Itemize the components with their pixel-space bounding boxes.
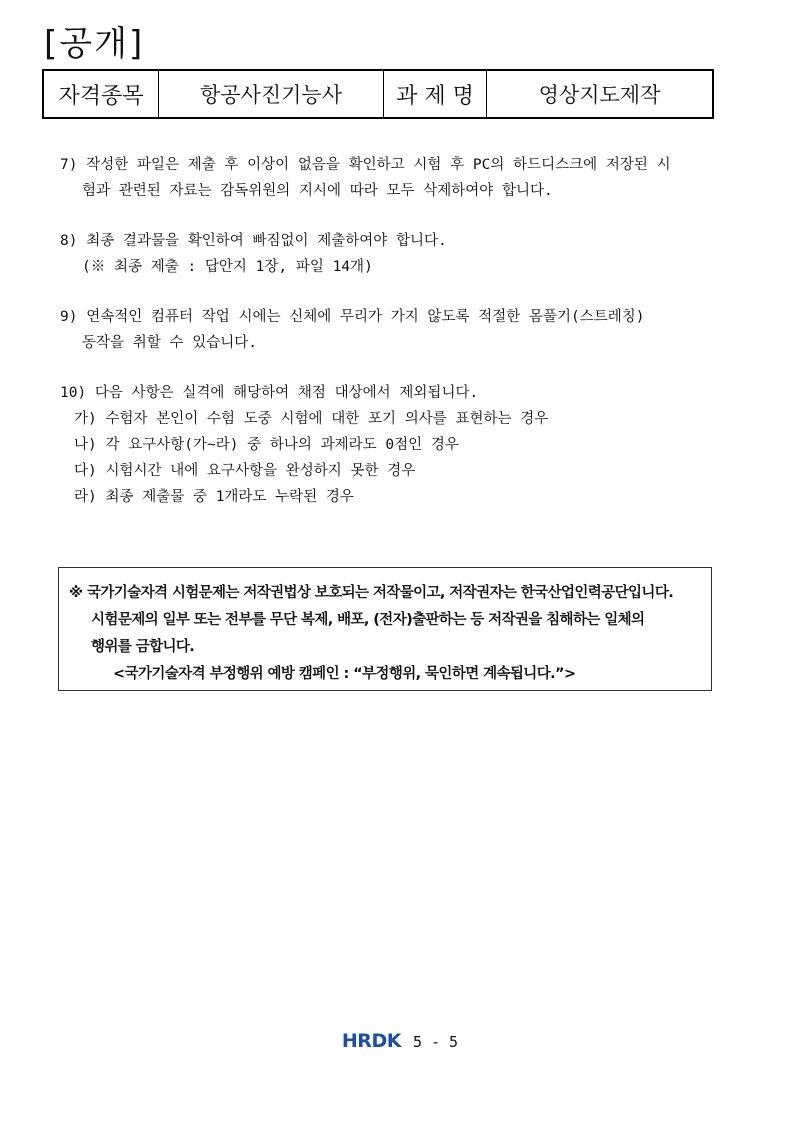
exam-info-table bbox=[42, 69, 714, 119]
page-footer bbox=[0, 1030, 800, 1052]
hrdk-logo: HRDK bbox=[341, 1030, 401, 1052]
instruction-line: (※ 최종 제출 : 답안지 1장, 파일 14개) bbox=[82, 259, 373, 275]
qualification-value: 항공사진기능사 bbox=[159, 70, 384, 118]
sub-item: 라) 최종 제출물 중 1개라도 누락된 경우 bbox=[74, 489, 354, 505]
instruction-item-7 bbox=[60, 152, 728, 204]
sub-item: 다) 시험시간 내에 요구사항을 완성하지 못한 경우 bbox=[74, 463, 416, 479]
instruction-line: 험과 관련된 자료는 감독위원의 지시에 따라 모두 삭제하여야 합니다. bbox=[82, 183, 553, 199]
task-name-value: 영상지도제작 bbox=[487, 70, 714, 118]
document-tag: [공개] bbox=[44, 24, 145, 64]
task-name-label: 과 제 명 bbox=[384, 70, 487, 118]
notice-line: ※ 국가기술자격 시험문제는 저작권법상 보호되는 저작물이고, 저작권자는 한국산업인력공단입니다. bbox=[69, 585, 674, 601]
sub-item: 나) 각 요구사항(가~라) 중 하나의 과제라도 0점인 경우 bbox=[74, 437, 459, 453]
instruction-line: 8) 최종 결과물을 확인하여 빠짐없이 제출하여야 합니다. bbox=[60, 233, 447, 249]
campaign-line: <국가기술자격 부정행위 예방 캠페인 : “부정행위, 묵인하면 계속됩니다.”> bbox=[113, 666, 576, 682]
instructions-list bbox=[60, 152, 728, 534]
sub-item: 가) 수험자 본인이 수험 도중 시험에 대한 포기 의사를 표현하는 경우 bbox=[74, 411, 549, 427]
copyright-notice-box bbox=[58, 567, 712, 691]
instruction-item-8 bbox=[60, 228, 728, 280]
instruction-item-9 bbox=[60, 304, 728, 356]
notice-line: 시험문제의 일부 또는 전부를 무단 복제, 배포, (전자)출판하는 등 저작권을 침해하는 일체의 bbox=[91, 612, 645, 628]
instruction-item-10 bbox=[60, 380, 728, 510]
instruction-line: 7) 작성한 파일은 제출 후 이상이 없음을 확인하고 시험 후 PC의 하드디스크에 저장된 시 bbox=[60, 157, 671, 173]
instruction-line: 10) 다음 사항은 실격에 해당하여 채점 대상에서 제외됩니다. bbox=[60, 385, 479, 401]
notice-line: 행위를 금합니다. bbox=[91, 639, 195, 655]
page-number: 5 - 5 bbox=[412, 1033, 459, 1051]
instruction-line: 동작을 취할 수 있습니다. bbox=[82, 335, 257, 351]
qualification-label: 자격종목 bbox=[43, 70, 159, 118]
instruction-line: 9) 연속적인 컴퓨터 작업 시에는 신체에 무리가 가지 않도록 적절한 몸풀기(스트레칭) bbox=[60, 309, 645, 325]
